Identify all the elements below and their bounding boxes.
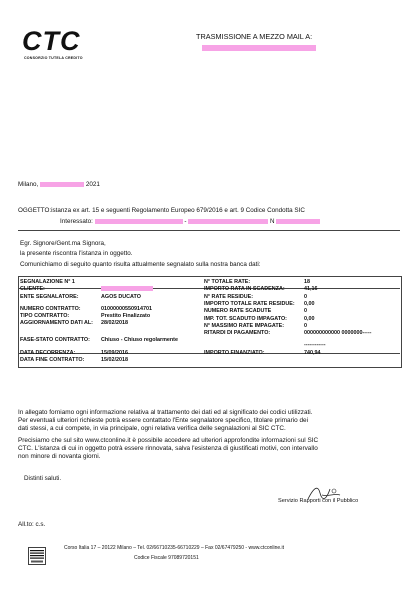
left-value: 01000000550914701: [101, 306, 152, 312]
date-year: 2021: [85, 181, 100, 188]
right-label: IMPORTO TOTALE RATE RESIDUE:: [204, 301, 295, 307]
signature-label: Servizio Rapporti con il Pubblico: [278, 498, 359, 504]
redacted-date: [40, 182, 84, 187]
left-value: Prestito Finalizzato: [101, 313, 151, 319]
redacted-number: [276, 219, 320, 224]
interested-separator: -: [184, 218, 187, 225]
certification-badge: [28, 547, 46, 565]
subject-label: OGGETTO:: [18, 207, 52, 214]
salutation: Egr. Signore/Gent.ma Signora,: [20, 240, 106, 247]
right-label: IMP. TOT. SCADUTO IMPAGATO:: [204, 316, 287, 322]
left-value: Chiuso - Chiuso regolarmente: [101, 337, 178, 343]
right-value: 000000000000 0000000-----: [304, 330, 372, 336]
subject-divider: [18, 230, 400, 231]
intro-line-2: Comunichiamo di seguito quanto risulta attualmente segnalato sulla nostra banca dati:: [20, 261, 261, 268]
interested-label: Interessato:: [60, 218, 93, 225]
right-value: 0,00: [304, 316, 315, 322]
left-label: FASE-STATO CONTRATTO:: [20, 337, 90, 343]
redacted-name: [95, 219, 183, 224]
date-prefix: Milano,: [18, 181, 39, 188]
body-line: In allegato forniamo ogni informazione relativa al trattamento dei dati ed al significato dei codici utilizzati.: [18, 409, 313, 416]
right-label: RITARDI DI PAGAMENTO:: [204, 330, 271, 336]
right-label: IMPORTO RATA IN SCADENZA:: [204, 286, 285, 292]
attachments: All.to: c.s.: [18, 521, 46, 528]
right-value: 18: [304, 279, 310, 285]
right-value: 0: [304, 294, 307, 300]
subject-text: istanza ex art. 15 e seguenti Regolamento Europeo 679/2016 e art. 9 Codice Condotta SIC: [51, 207, 305, 214]
transmission-header: [196, 32, 312, 41]
left-label: ENTE SEGNALATORE:: [20, 294, 79, 300]
footer-fiscal-code: Codice Fiscale 97089720151: [134, 555, 199, 561]
redacted-client: [101, 286, 153, 291]
body-paragraph-1: [18, 409, 404, 433]
ctc-logo: CTC: [22, 26, 81, 56]
right-label: IMPORTO FINANZIATO:: [204, 350, 265, 356]
body-line: CTC. L'istanza di cui in oggetto potrà essere rinnovata, salva l'esistenza di giustificati motivi, con intervallo: [18, 445, 318, 453]
date-line: [18, 181, 100, 188]
left-label: DATA FINE CONTRATTO:: [20, 357, 85, 363]
right-value: 0: [304, 323, 307, 329]
left-value: 15/09/2016: [101, 350, 128, 356]
intro-line-1: la presente riscontra l'istanza in oggetto.: [20, 250, 133, 257]
transmission-label: TRASMISSIONE A MEZZO MAIL A:: [196, 32, 313, 41]
right-label: NUMERO RATE SCADUTE: [204, 308, 272, 314]
left-label: SEGNALAZIONE N° 1: [20, 279, 75, 285]
left-value: 15/02/2018: [101, 357, 128, 363]
left-label: AGGIORNAMENTO DATI AL:: [20, 320, 93, 326]
body-line: Precisiamo che sul sito www.ctconline.it è possibile accedere ad ulteriori approfondite informazioni sul SIC: [18, 437, 319, 444]
interested-line: [60, 218, 320, 225]
left-value: AGOS DUCATO: [101, 294, 141, 300]
left-label: CLIENTE:: [20, 286, 45, 292]
left-label: NUMERO CONTRATTO:: [20, 306, 81, 312]
body-line: dati stessi, a cui compete, in via principale, ogni relativa verifica delle segnalazioni al SIC CTC.: [18, 425, 286, 433]
left-value: 28/02/2018: [101, 320, 128, 326]
right-value: 0: [304, 308, 307, 314]
redacted-fiscal-code: [188, 219, 268, 224]
right-value: 740,94: [304, 350, 321, 356]
left-label: DATA DECORRENZA:: [20, 350, 76, 356]
body-line: non minore di novanta giorni.: [18, 453, 101, 461]
right-label: N° RATE RESIDUE:: [204, 294, 254, 300]
right-label: N° MASSIMO RATE IMPAGATE:: [204, 323, 285, 329]
right-value: 0,00: [304, 301, 315, 307]
right-value: 41,16: [304, 286, 318, 292]
footer-address: Corso Italia 17 – 20122 Milano – Tel. 02/66710235-66710229 – Fax 02/67479250 - www.ctconline.it: [64, 545, 285, 551]
right-label: N° TOTALE RATE:: [204, 279, 251, 285]
left-label: TIPO CONTRATTO:: [20, 313, 70, 319]
body-paragraph-2: [18, 437, 404, 461]
subject-line: [18, 207, 305, 214]
delay-value-extra: ------------: [304, 342, 326, 348]
interested-n-label: N: [270, 218, 275, 225]
closing: Distinti saluti.: [24, 475, 62, 482]
logo-subtitle: CONSORZIO TUTELA CREDITO: [24, 56, 83, 60]
body-line: Per eventuali ulteriori richieste potrà essere contattato l'Ente segnalatore specifico, titolare primario dei: [18, 417, 309, 425]
redacted-recipient: [202, 45, 316, 51]
